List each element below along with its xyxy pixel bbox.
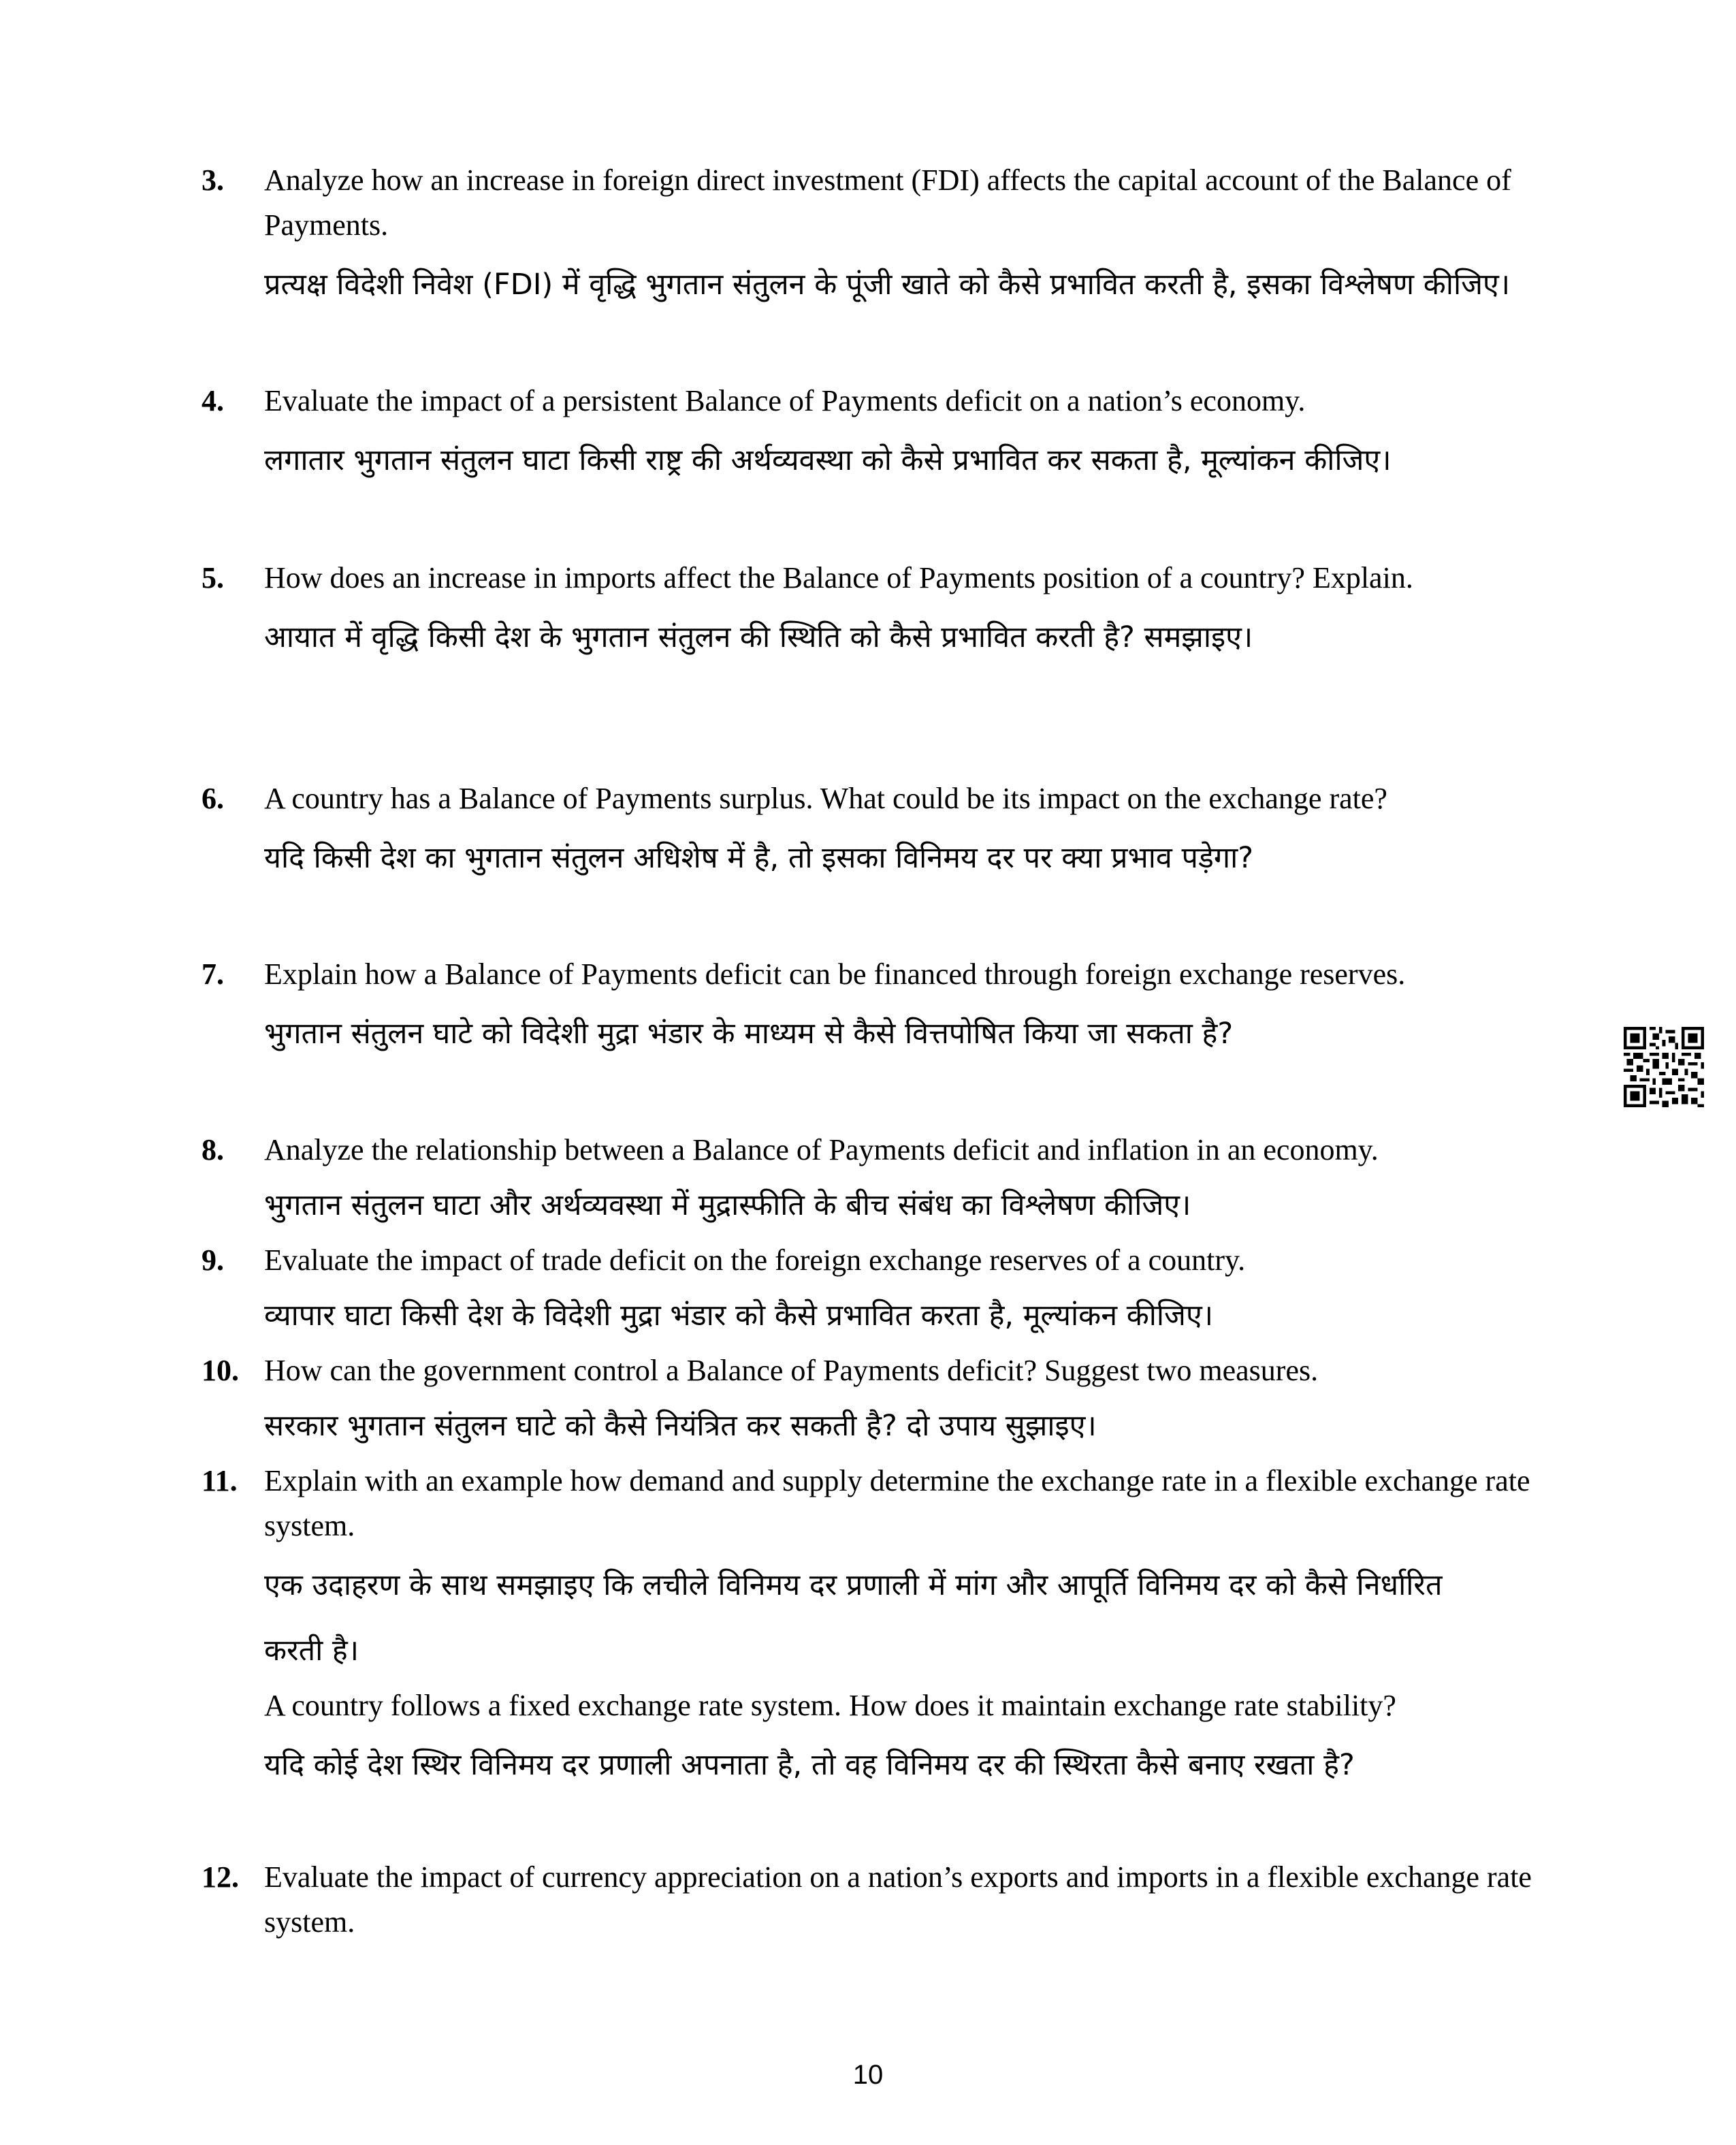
question-10 [202,1348,1563,1455]
page-number: 10 [852,2060,884,2090]
question-11 [202,1459,1563,1798]
question-number: 3. [202,163,224,197]
question-text-english: Explain with an example how demand and supply determine the exchange rate in a flexible exchange rate system. [264,1464,1530,1542]
question-number: 10. [202,1354,239,1387]
question-7 [202,952,1563,1066]
question-text-hindi: यदि किसी देश का भुगतान संतुलन अधिशेष में है, तो इसका विनिमय दर पर क्या प्रभाव पड़ेगा? [264,841,1254,875]
question-number: 7. [202,957,224,991]
question-number: 9. [202,1243,224,1277]
question-text-english-alternative: A country follows a fixed exchange rate system. How does it maintain exchange rate stability? [264,1689,1396,1722]
question-number: 4. [202,384,224,417]
question-text-english: Analyze the relationship between a Balance of Payments deficit and inflation in an economy. [264,1133,1379,1166]
question-text-english: A country has a Balance of Payments surplus. What could be its impact on the exchange rate? [264,782,1387,815]
question-number: 8. [202,1133,224,1166]
question-8 [202,1128,1563,1234]
question-4 [202,379,1563,493]
question-number: 5. [202,561,224,594]
question-text-english: Evaluate the impact of a persistent Balance of Payments deficit on a nation’s economy. [264,384,1306,417]
question-text-english: How does an increase in imports affect the Balance of Payments position of a country? Explain. [264,561,1413,594]
question-text-english: Explain how a Balance of Payments deficit can be financed through foreign exchange reserves. [264,957,1406,991]
question-number: 12. [202,1860,239,1894]
question-text-hindi: एक उदाहरण के साथ समझाइए कि लचीले विनिमय दर प्रणाली में मांग और आपूर्ति विनिमय दर को कैसे निर्धारित करती है। [264,1568,1443,1668]
question-text-hindi: सरकार भुगतान संतुलन घाटे को कैसे नियंत्रित कर सकती है? दो उपाय सुझाइए। [264,1409,1097,1443]
question-text-english: How can the government control a Balance of Payments deficit? Suggest two measures. [264,1354,1319,1387]
question-number: 6. [202,782,224,815]
question-text-english: Evaluate the impact of currency appreciation on a nation’s exports and imports in a flexible exchange rate system. [264,1860,1532,1939]
question-12 [202,1855,1563,1945]
question-text-hindi: प्रत्यक्ष विदेशी निवेश (FDI) में वृद्धि भुगतान संतुलन के पूंजी खाते को कैसे प्रभावित करती है, इसका विश्लेषण कीजिए। [264,268,1511,302]
question-number: 11. [202,1464,238,1497]
question-text-hindi: व्यापार घाटा किसी देश के विदेशी मुद्रा भंडार को कैसे प्रभावित करता है, मूल्यांकन कीजिए। [264,1299,1214,1333]
question-9 [202,1238,1563,1344]
question-text-hindi: भुगतान संतुलन घाटे को विदेशी मुद्रा भंडार के माध्यम से कैसे वित्तपोषित किया जा सकता है? [264,1017,1234,1051]
question-text-hindi: लगातार भुगतान संतुलन घाटा किसी राष्ट्र की अर्थव्यवस्था को कैसे प्रभावित कर सकता है, मूल्यांकन कीजिए। [264,443,1392,477]
question-text-hindi-alternative: यदि कोई देश स्थिर विनिमय दर प्रणाली अपनाता है, तो वह विनिमय दर की स्थिरता कैसे बनाए रखता है? [264,1748,1355,1782]
question-3 [202,158,1563,317]
question-5 [202,556,1563,670]
question-text-hindi: आयात में वृद्धि किसी देश के भुगतान संतुलन की स्थिति को कैसे प्रभावित करती है? समझाइए। [264,620,1253,654]
question-text-english: Analyze how an increase in foreign direct investment (FDI) affects the capital account of the Balance of Payments. [264,163,1511,242]
question-6 [202,776,1563,891]
question-text-english: Evaluate the impact of trade deficit on the foreign exchange reserves of a country. [264,1243,1246,1277]
qr-code-icon [1623,1027,1705,1107]
question-text-hindi: भुगतान संतुलन घाटा और अर्थव्यवस्था में मुद्रास्फीति के बीच संबंध का विश्लेषण कीजिए। [264,1188,1191,1222]
